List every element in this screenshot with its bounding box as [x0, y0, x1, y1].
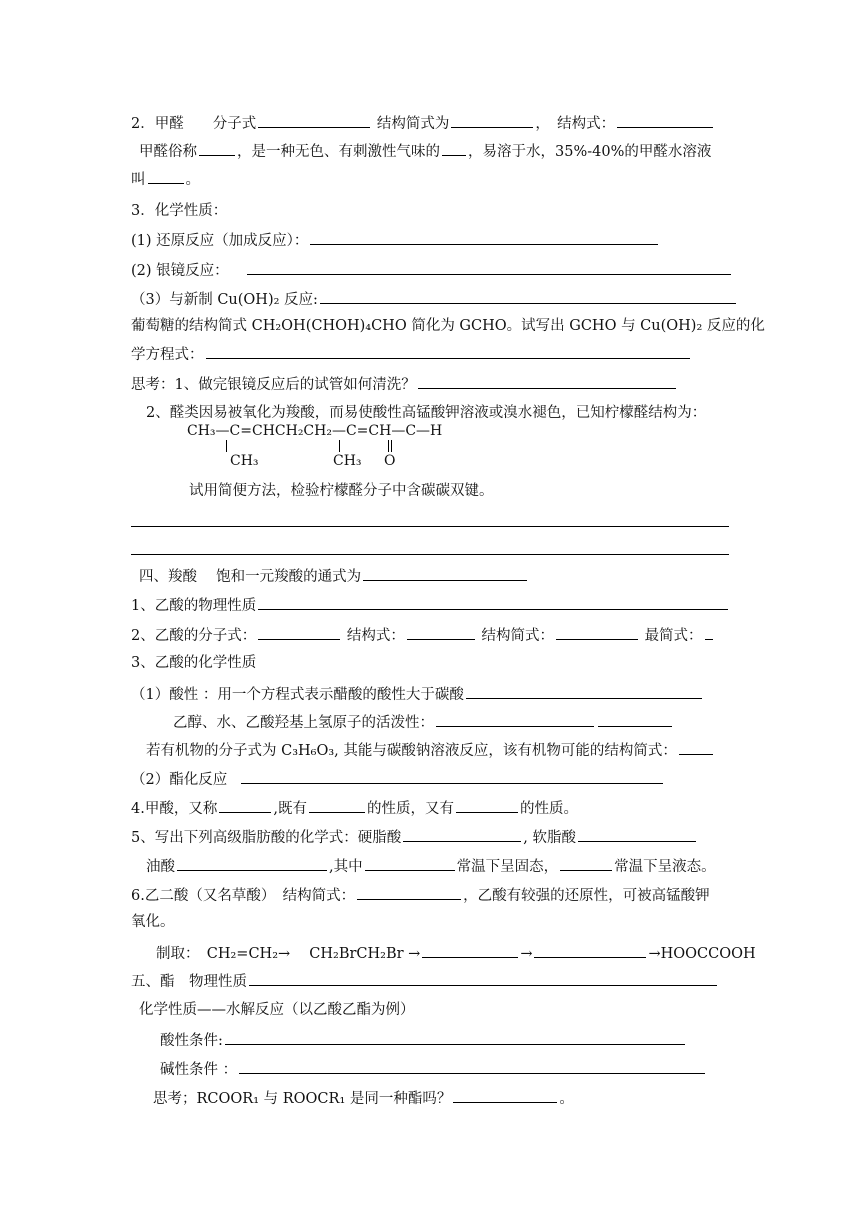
line-acidity	[131, 683, 704, 705]
text: 若有机物的分子式为 C₃H₆O₃, 其能与碳酸钠溶液反应，该有机物可能的结构简式：	[146, 743, 677, 759]
heading-ester	[131, 970, 719, 992]
blank[interactable]	[206, 343, 690, 359]
line-oxidation: 氧化。	[131, 914, 175, 930]
line-think-2: 2、醛类因易被氧化为羧酸，而易使酸性高锰酸钾溶液或溴水褪色，已知柠檬醛结构为：	[146, 405, 707, 421]
text: ,既有	[273, 801, 307, 817]
line-fatty-acids	[131, 826, 698, 848]
blank[interactable]	[679, 739, 713, 755]
line-acetic-physical	[131, 594, 730, 616]
blank[interactable]	[177, 855, 327, 871]
text: 的性质，又有	[366, 801, 454, 817]
line-equation	[131, 343, 692, 365]
text: （3）与新制 Cu(OH)₂ 反应:	[131, 292, 318, 308]
blank[interactable]	[241, 768, 663, 784]
text: ,其中	[329, 859, 363, 875]
heading-chemical-properties: 3．化学性质：	[131, 203, 228, 219]
blank[interactable]	[357, 884, 461, 900]
text: 5、写出下列高级脂肪酸的化学式：硬脂酸	[131, 830, 402, 846]
text: 最简式：	[644, 628, 703, 644]
text: 4.甲酸，又称	[131, 801, 218, 817]
citral-main-chain: CH₃—C=CHCH₂CH₂—C=CH—C—H	[187, 423, 443, 439]
blank[interactable]	[466, 683, 702, 699]
text: 6.乙二酸（又名草酸） 结构简式：	[131, 888, 356, 904]
text: 碱性条件 ：	[160, 1062, 238, 1078]
text: , 软脂酸	[523, 830, 576, 846]
line-acidic-condition	[160, 1029, 687, 1051]
line-cuoh2	[131, 288, 738, 310]
text: ，是一种无色、有刺激性气味的	[237, 144, 440, 160]
blank[interactable]	[365, 855, 455, 871]
blank[interactable]	[422, 942, 518, 958]
blank[interactable]	[451, 112, 533, 128]
text: (1) 还原反应（加成反应）：	[131, 233, 309, 249]
blank[interactable]	[556, 624, 638, 640]
text: 的性质。	[519, 801, 578, 817]
blank[interactable]	[258, 112, 370, 128]
line-common-name	[139, 140, 711, 162]
blank[interactable]	[453, 1087, 557, 1103]
blank[interactable]	[442, 140, 466, 156]
blank[interactable]	[219, 797, 271, 813]
text: 油酸	[146, 859, 175, 875]
structural-formula-label: ， 结构式：	[535, 116, 616, 132]
text: （2）酯化反应	[131, 772, 228, 788]
line-think-ester	[153, 1087, 574, 1109]
blank[interactable]	[258, 594, 728, 610]
text: 乙醇、水、乙酸羟基上氢原子的活泼性：	[173, 715, 434, 731]
text: →HOOCCOOH	[648, 946, 756, 962]
formaldehyde-formula-label: 2．甲醛 分子式	[131, 116, 257, 132]
text: ，易溶于水，35%-40%的甲醛水溶液	[468, 144, 712, 160]
line-reduction	[131, 229, 660, 251]
line-preparation	[156, 942, 756, 964]
text: →	[520, 946, 533, 962]
bond-line	[388, 440, 389, 452]
blank[interactable]	[320, 288, 736, 304]
answer-rule[interactable]	[131, 526, 729, 527]
text: 1、乙酸的物理性质	[131, 598, 257, 614]
line-glucose: 葡萄糖的结构简式 CH₂OH(CHOH)₄CHO 简化为 GCHO。试写出 GCHO 与 Cu(OH)₂ 反应的化	[131, 318, 765, 334]
blank[interactable]	[199, 140, 235, 156]
line-acetic-chemical: 3、乙酸的化学性质	[131, 655, 257, 671]
text: 叫	[131, 172, 146, 188]
text: 制取： CH₂=CH₂→ CH₂BrCH₂Br →	[156, 946, 421, 962]
citral-structure	[187, 423, 447, 473]
blank[interactable]	[247, 259, 731, 275]
text: 。	[185, 172, 200, 188]
blank[interactable]	[418, 373, 676, 389]
line-c3h6o3	[146, 739, 715, 761]
text: 酸性条件:	[160, 1033, 223, 1049]
blank[interactable]	[456, 797, 518, 813]
blank[interactable]	[309, 797, 365, 813]
blank[interactable]	[598, 711, 672, 727]
blank[interactable]	[534, 942, 646, 958]
methyl-branch-2: CH₃	[333, 453, 362, 469]
text: 结构简式：	[481, 628, 554, 644]
text: 常温下呈固态，	[456, 859, 559, 875]
bond-line	[339, 440, 340, 452]
blank[interactable]	[403, 826, 521, 842]
answer-rule[interactable]	[131, 554, 729, 555]
line-formic-acid	[131, 797, 578, 819]
text: 2、乙酸的分子式：	[131, 628, 257, 644]
blank[interactable]	[148, 168, 184, 184]
blank[interactable]	[249, 970, 717, 986]
text: (2) 银镜反应：	[131, 263, 229, 279]
line-called	[131, 168, 200, 190]
text: 结构式：	[346, 628, 405, 644]
line-test-method: 试用简便方法，检验柠檬醛分子中含碳碳双键。	[189, 483, 494, 499]
line-acetic-formulas	[131, 624, 715, 646]
blank[interactable]	[407, 624, 475, 640]
text: 常温下呈液态。	[614, 859, 716, 875]
heading-carboxylic-acid	[139, 565, 529, 587]
text: 四、羧酸 饱和一元羧酸的通式为	[139, 569, 362, 585]
text: 学方程式：	[131, 347, 204, 363]
structural-simple-label: 结构简式为	[376, 116, 450, 132]
text: （1）酸性 ：用一个方程式表示醋酸的酸性大于碳酸	[131, 687, 464, 703]
line-hydrogen-activity	[173, 711, 674, 733]
blank[interactable]	[436, 711, 594, 727]
blank[interactable]	[705, 624, 713, 640]
methyl-branch-1: CH₃	[230, 453, 259, 469]
line-silver-mirror	[131, 259, 733, 281]
blank[interactable]	[258, 624, 340, 640]
bond-line	[391, 440, 392, 452]
line-oxalic	[131, 884, 710, 906]
text: ，乙酸有较强的还原性，可被高锰酸钾	[463, 888, 710, 904]
text: 思考；RCOOR₁ 与 ROOCR₁ 是同一种酯吗？	[153, 1091, 452, 1107]
blank[interactable]	[239, 1058, 705, 1074]
line-formaldehyde	[131, 112, 715, 134]
blank[interactable]	[310, 229, 658, 245]
blank[interactable]	[560, 855, 612, 871]
text: 甲醛俗称	[139, 144, 197, 160]
bond-line	[226, 440, 227, 452]
line-think-1	[131, 373, 678, 395]
text: 思考：1、做完银镜反应后的试管如何清洗？	[131, 377, 416, 393]
blank[interactable]	[363, 565, 527, 581]
carbonyl-oxygen: O	[384, 453, 396, 469]
text: 五、酯 物理性质	[131, 974, 247, 990]
line-oleic	[146, 855, 716, 877]
line-hydrolysis: 化学性质——水解反应（以乙酸乙酯为例）	[139, 1002, 415, 1018]
line-basic-condition	[160, 1058, 707, 1080]
blank[interactable]	[225, 1029, 685, 1045]
blank[interactable]	[617, 112, 713, 128]
blank[interactable]	[578, 826, 696, 842]
text: 。	[559, 1091, 574, 1107]
line-esterification	[131, 768, 665, 790]
